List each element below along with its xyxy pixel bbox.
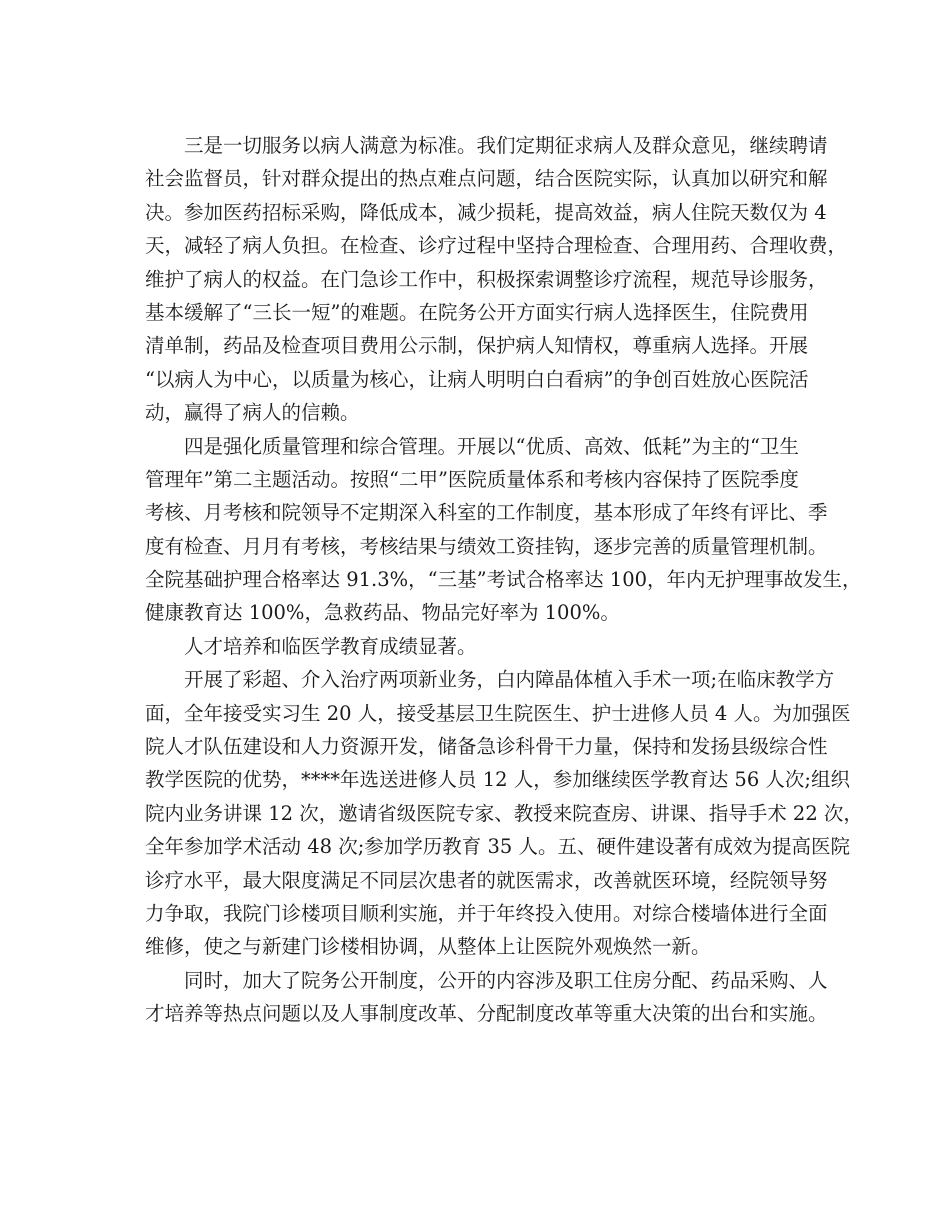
text-line: 才培养等热点问题以及人事制度改革、分配制度改革等重大决策的出台和实施。 [145, 1002, 828, 1026]
text-line: 基本缓解了“三长一短”的难题。在院务公开方面实行病人选择医生，住院费用 [145, 300, 809, 324]
text-line: 管理年”第二主题活动。按照“二甲”医院质量体系和考核内容保持了医院季度 [145, 467, 799, 491]
text-line: 人才培养和临医学教育成绩显著。 [184, 634, 477, 658]
text-line: 考核、月考核和院领导不定期深入科室的工作制度，基本形成了年终有评比、季 [145, 501, 828, 525]
text-line: 维修，使之与新建门诊楼相协调，从整体上让医院外观焕然一新。 [145, 935, 711, 959]
text-line: 全院基础护理合格率达 91.3%，“三基”考试合格率达 100，年内无护理事故发生， [145, 568, 862, 592]
text-line: 开展了彩超、介入治疗两项新业务，白内障晶体植入手术一项;在临床教学方 [184, 668, 835, 692]
text-line: 健康教育达 100%，急救药品、物品完好率为 100%。 [145, 601, 620, 625]
text-line: 四是强化质量管理和综合管理。开展以“优质、高效、低耗”为主的“卫生 [184, 434, 799, 458]
text-line: 同时，加大了院务公开制度，公开的内容涉及职工住房分配、药品采购、人 [184, 968, 828, 992]
text-line: 三是一切服务以病人满意为标准。我们定期征求病人及群众意见，继续聘请 [184, 134, 828, 157]
text-line: 面，全年接受实习生 20 人，接受基层卫生院医生、护士进修人员 4 人。为加强医 [145, 701, 851, 725]
document-body [145, 129, 863, 1031]
text-line: 力争取，我院门诊楼项目顺利实施，并于年终投入使用。对综合楼墙体进行全面 [145, 901, 828, 925]
text-line: 清单制，药品及检查项目费用公示制，保护病人知情权，尊重病人选择。开展 [145, 334, 809, 358]
text-line: 院人才队伍建设和人力资源开发，储备急诊科骨干力量，保持和发扬县级综合性 [145, 735, 828, 759]
text-line: 动，赢得了病人的信赖。 [145, 401, 360, 425]
text-line: 诊疗水平，最大限度满足不同层次患者的就医需求，改善就医环境，经院领导努 [145, 868, 828, 892]
text-line: 教学医院的优势，****年选送进修人员 12 人，参加继续医学教育达 56 人次;组织 [145, 768, 850, 792]
text-line: “以病人为中心，以质量为核心，让病人明明白白看病”的争创百姓放心医院活 [145, 367, 809, 391]
text-line: 天，减轻了病人负担。在检查、诊疗过程中坚持合理检查、合理用药、合理收费， [145, 234, 848, 258]
text-line: 全年参加学术活动 48 次;参加学历教育 35 人。五、硬件建设著有成效为提高医院 [145, 835, 850, 859]
text-line: 社会监督员，针对群众提出的热点难点问题，结合医院实际，认真加以研究和解 [145, 167, 828, 191]
text-line: 院内业务讲课 12 次，邀请省级医院专家、教授来院查房、讲课、指导手术 22 次， [145, 801, 863, 825]
text-line: 决。参加医药招标采购，降低成本，减少损耗，提高效益，病人住院天数仅为 4 [145, 200, 827, 224]
text-line: 维护了病人的权益。在门急诊工作中，积极探索调整诊疗流程，规范导诊服务， [145, 267, 828, 291]
text-line: 度有检查、月月有考核，考核结果与绩效工资挂钩，逐步完善的质量管理机制。 [145, 534, 828, 558]
